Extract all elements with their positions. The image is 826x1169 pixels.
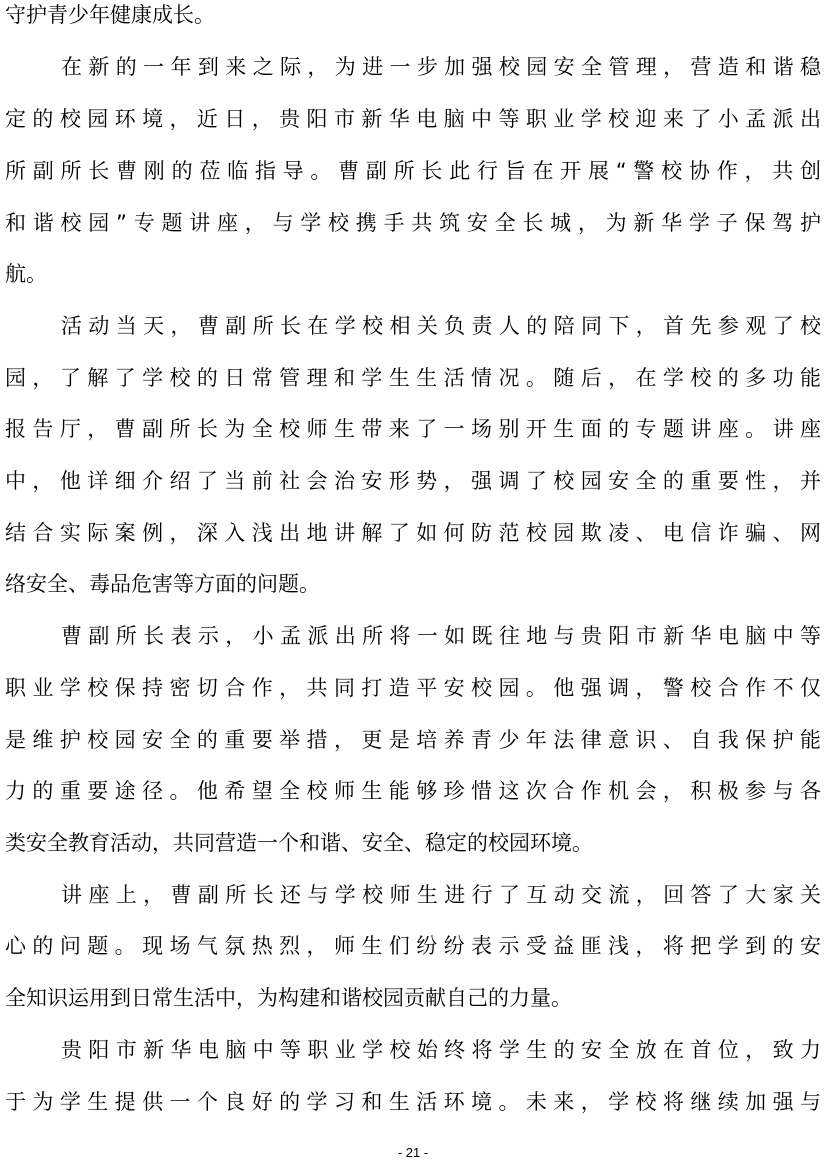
paragraph-line: 贵阳市新华电脑中等职业学校始终将学生的安全放在首位，致力 xyxy=(61,1038,821,1062)
paragraph-line: 和谐校园”专题讲座，与学校携手共筑安全长城，为新华学子保驾护 xyxy=(5,211,821,235)
paragraph-line: 力的重要途径。他希望全校师生能够珍惜这次合作机会，积极参与各 xyxy=(5,779,821,803)
paragraph-line: 职业学校保持密切合作，共同打造平安校园。他强调，警校合作不仅 xyxy=(5,676,821,700)
paragraph-line: 结合实际案例，深入浅出地讲解了如何防范校园欺凌、电信诈骗、网 xyxy=(5,521,821,545)
paragraph-line: 定的校园环境，近日，贵阳市新华电脑中等职业学校迎来了小孟派出 xyxy=(5,107,821,131)
paragraph-line: 讲座上，曹副所长还与学校师生进行了互动交流，回答了大家关 xyxy=(61,883,821,907)
paragraph-line: 曹副所长表示，小孟派出所将一如既往地与贵阳市新华电脑中等 xyxy=(61,624,821,648)
paragraph-line: 络安全、毒品危害等方面的问题。 xyxy=(5,572,320,596)
paragraph-line: 类安全教育活动，共同营造一个和谐、安全、稳定的校园环境。 xyxy=(5,831,593,855)
paragraph-line: 全知识运用到日常生活中，为构建和谐校园贡献自己的力量。 xyxy=(5,986,572,1010)
paragraph-line: 园，了解了学校的日常管理和学生生活情况。随后，在学校的多功能 xyxy=(5,366,821,390)
paragraph-line: 于为学生提供一个良好的学习和生活环境。未来，学校将继续加强与 xyxy=(5,1090,821,1114)
paragraph-line: 心的问题。现场气氛热烈，师生们纷纷表示受益匪浅，将把学到的安 xyxy=(5,934,821,958)
paragraph-line: 报告厅，曹副所长为全校师生带来了一场别开生面的专题讲座。讲座 xyxy=(5,417,821,441)
paragraph-line: 守护青少年健康成长。 xyxy=(5,3,215,27)
paragraph-line: 在新的一年到来之际，为进一步加强校园安全管理，营造和谐稳 xyxy=(61,55,821,79)
paragraph-line: 航。 xyxy=(5,262,47,286)
paragraph-line: 中，他详细介绍了当前社会治安形势，强调了校园安全的重要性，并 xyxy=(5,469,821,493)
page-number: - 21 - xyxy=(397,1145,429,1160)
paragraph-line: 活动当天，曹副所长在学校相关负责人的陪同下，首先参观了校 xyxy=(61,314,821,338)
paragraph-line: 是维护校园安全的重要举措，更是培养青少年法律意识、自我保护能 xyxy=(5,728,821,752)
paragraph-line: 所副所长曹刚的莅临指导。曹副所长此行旨在开展“警校协作，共创 xyxy=(5,159,821,183)
